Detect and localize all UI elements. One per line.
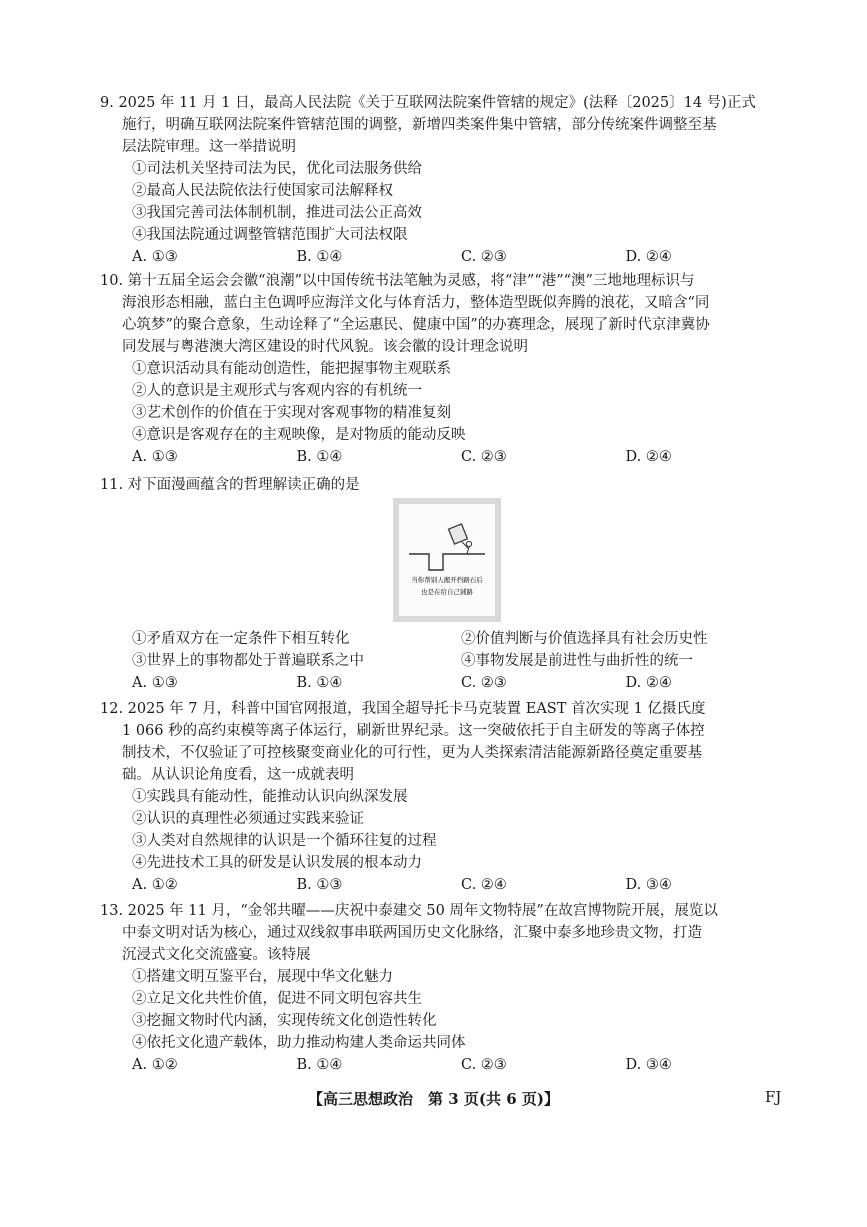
question-13	[100, 900, 790, 1076]
stem-line: 10. 第十五届全运会会徽“浪潮”以中国传统书法笔触为灵感，将“津”“港”“澳”三地地理标识与	[100, 273, 695, 289]
option-c[interactable]: C. ②③	[461, 449, 507, 465]
statement: ②最高人民法院依法行使国家司法解释权	[132, 183, 393, 199]
person-head	[466, 541, 471, 546]
cartoon-drawing	[399, 504, 495, 616]
statement: ①司法机关坚持司法为民，优化司法服务供给	[132, 161, 422, 177]
stem-line: 沉浸式文化交流盛宴。该特展	[122, 947, 311, 963]
stem-line: 13. 2025 年 11 月，“金邻共曜——庆祝中泰建交 50 周年文物特展”在故宫博物院开展，展览以	[100, 903, 718, 919]
option-d[interactable]: D. ③④	[625, 877, 672, 893]
option-a[interactable]: A. ①②	[132, 877, 178, 893]
statement: ②认识的真理性必须通过实践来验证	[132, 811, 364, 827]
question-9	[100, 92, 790, 268]
answer-options	[132, 874, 790, 896]
statement: ①矛盾双方在一定条件下相互转化	[132, 631, 350, 647]
option-d[interactable]: D. ③④	[625, 1057, 672, 1073]
option-a[interactable]: A. ①②	[132, 1057, 178, 1073]
option-b[interactable]: B. ①④	[296, 449, 343, 465]
option-b[interactable]: B. ①④	[296, 1057, 343, 1073]
question-10	[100, 270, 790, 468]
question-11-answers	[100, 628, 790, 694]
stem-line: 中泰文明对话为核心，通过双线叙事串联两国历史文化脉络，汇聚中泰多地珍贵文物，打造	[122, 925, 702, 941]
road-path	[409, 554, 485, 570]
statement: ①意识活动具有能动创造性，能把握事物主观联系	[132, 361, 451, 377]
option-d[interactable]: D. ②④	[625, 675, 672, 691]
stem-line: 9. 2025 年 11 月 1 日，最高人民法院《关于互联网法院案件管辖的规定》(法释〔2025〕14 号)正式	[100, 95, 756, 111]
statement: ③挖掘文物时代内涵，实现传统文化创造性转化	[132, 1013, 437, 1029]
stem-line: 同发展与粤港澳大湾区建设的时代风貌。该会徽的设计理念说明	[122, 339, 528, 355]
option-a[interactable]: A. ①③	[132, 249, 178, 265]
option-b[interactable]: B. ①③	[296, 877, 343, 893]
option-c[interactable]: C. ②③	[461, 675, 507, 691]
statement: ②立足文化共性价值，促进不同文明包容共生	[132, 991, 422, 1007]
option-b[interactable]: B. ①④	[296, 675, 343, 691]
statement: ④意识是客观存在的主观映像，是对物质的能动反映	[132, 427, 466, 443]
option-c[interactable]: C. ②③	[461, 249, 507, 265]
statement: ④先进技术工具的研发是认识发展的根本动力	[132, 855, 422, 871]
stem-line: 12. 2025 年 7 月，科普中国官网报道，我国全超导托卡马克装置 EAST 首次实现 1 亿摄氏度	[100, 701, 706, 717]
stem-line: 11. 对下面漫画蕴含的哲理解读正确的是	[100, 477, 360, 493]
question-11	[100, 474, 790, 496]
option-d[interactable]: D. ②④	[625, 449, 672, 465]
answer-options	[132, 1054, 790, 1076]
option-c[interactable]: C. ②④	[461, 877, 507, 893]
stem-line: 1 066 秒的高约束模等离子体运行，刷新世界纪录。这一突破依托于自主研发的等离子体控	[122, 723, 705, 739]
question-12	[100, 698, 790, 896]
option-a[interactable]: A. ①③	[132, 449, 178, 465]
option-b[interactable]: B. ①④	[296, 249, 343, 265]
statement-row	[132, 628, 790, 650]
answer-options	[132, 672, 790, 694]
statement: ②人的意识是主观形式与客观内容的有机统一	[132, 383, 422, 399]
paper-code: FJ	[765, 1088, 782, 1106]
option-c[interactable]: C. ②③	[461, 1057, 507, 1073]
statement: ④事物发展是前进性与曲折性的统一	[461, 653, 693, 669]
stem-line: 制技术，不仅验证了可控核聚变商业化的可行性，更为人类探索清洁能源新路径奠定重要基	[122, 745, 702, 761]
statement-row	[132, 650, 790, 672]
stem-line: 心筑梦”的聚合意象，生动诠释了“全运惠民、健康中国”的办赛理念，展现了新时代京津冀协	[122, 317, 710, 333]
statement: ①搭建文明互鉴平台，展现中华文化魅力	[132, 969, 393, 985]
statement: ④依托文化遗产载体，助力推动构建人类命运共同体	[132, 1035, 466, 1051]
answer-options	[132, 446, 790, 468]
stone-block	[449, 524, 468, 544]
stem-line: 施行，明确互联网法院案件管辖范围的调整，新增四类案件集中管辖，部分传统案件调整至基	[122, 117, 717, 133]
statement: ③我国完善司法体制机制，推进司法公正高效	[132, 205, 422, 221]
option-a[interactable]: A. ①③	[132, 675, 178, 691]
cartoon-caption-line2: 也是在给自己铺路	[421, 588, 473, 596]
statement: ①实践具有能动性，能推动认识向纵深发展	[132, 789, 408, 805]
cartoon-image	[393, 498, 501, 622]
statement: ②价值判断与价值选择具有社会历史性	[461, 631, 708, 647]
statement: ③世界上的事物都处于普遍联系之中	[132, 653, 364, 669]
page-footer: 【高三思想政治 第 3 页(共 6 页)】	[308, 1090, 559, 1108]
statement: ③人类对自然规律的认识是一个循环往复的过程	[132, 833, 437, 849]
question-stem	[100, 92, 790, 114]
option-d[interactable]: D. ②④	[625, 249, 672, 265]
cartoon-caption-line1: 当你帮别人搬开挡路石后	[411, 576, 483, 584]
stem-line: 层法院审理。这一举措说明	[122, 139, 296, 155]
statement: ④我国法院通过调整管辖范围扩大司法权限	[132, 227, 408, 243]
stem-line: 础。从认识论角度看，这一成就表明	[122, 767, 354, 783]
stem-line: 海浪形态相融，蓝白主色调呼应海洋文化与体育活力，整体造型既似奔腾的浪花，又暗含“同	[122, 295, 710, 311]
statement: ③艺术创作的价值在于实现对客观事物的精准复刻	[132, 405, 451, 421]
answer-options	[132, 246, 790, 268]
